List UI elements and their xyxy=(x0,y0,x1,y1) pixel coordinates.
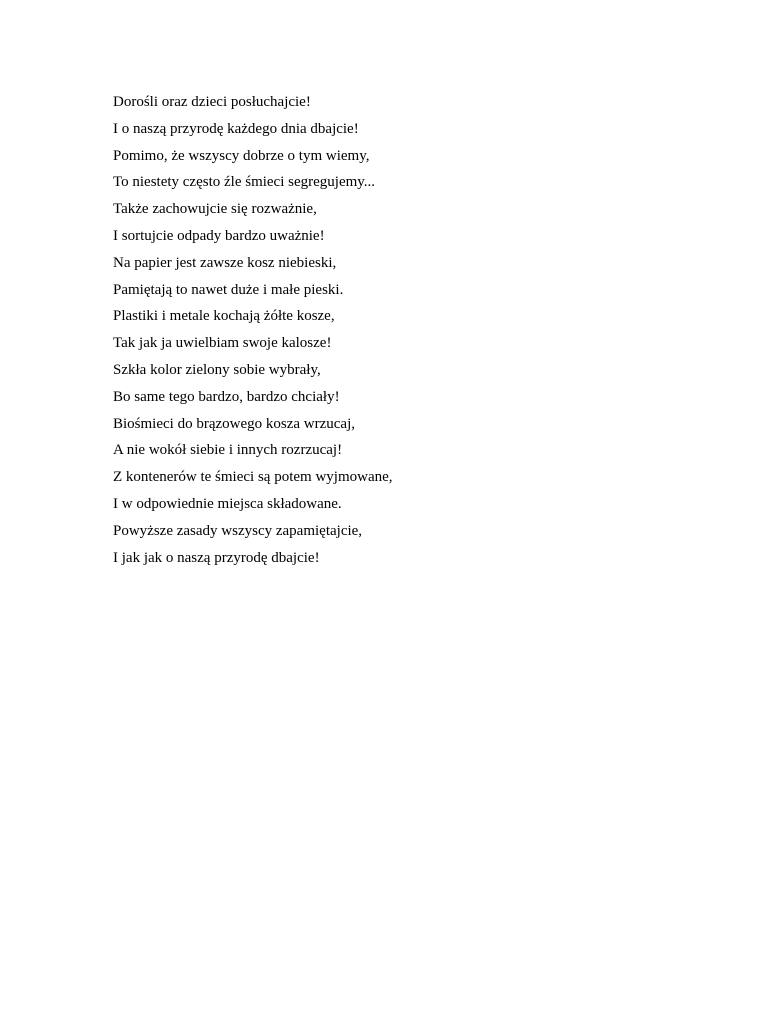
poem-line: Powyższe zasady wszyscy zapamiętajcie, xyxy=(113,522,363,539)
poem-line: Pamiętają to nawet duże i małe pieski. xyxy=(113,281,344,298)
poem-line: Tak jak ja uwielbiam swoje kalosze! xyxy=(113,335,332,352)
poem-line: Także zachowujcie się rozważnie, xyxy=(113,201,317,218)
poem-line: Szkła kolor zielony sobie wybrały, xyxy=(113,361,321,378)
poem-line: Dorośli oraz dzieci posłuchajcie! xyxy=(113,94,311,110)
poem-line: I w odpowiednie miejsca składowane. xyxy=(113,495,342,512)
poem-line: To niestety często źle śmieci segregujemy... xyxy=(113,174,376,191)
poem-text xyxy=(113,89,393,571)
poem-line: A nie wokół siebie i innych rozrzucaj! xyxy=(113,442,343,459)
poem-line: I o naszą przyrodę każdego dnia dbajcie! xyxy=(113,120,359,137)
poem-line: Pomimo, że wszyscy dobrze o tym wiemy, xyxy=(113,147,370,164)
poem-line: Biośmieci do brązowego kosza wrzucaj, xyxy=(113,415,355,432)
poem-line: Bo same tego bardzo, bardzo chciały! xyxy=(113,388,340,405)
poem-line: Plastiki i metale kochają żółte kosze, xyxy=(113,308,335,325)
poem-line: I sortujcie odpady bardzo uważnie! xyxy=(113,227,325,244)
poem-line: Z kontenerów te śmieci są potem wyjmowane, xyxy=(113,469,393,486)
poem-line: I jak jak o naszą przyrodę dbajcie! xyxy=(113,549,320,566)
poem-line: Na papier jest zawsze kosz niebieski, xyxy=(113,254,337,271)
